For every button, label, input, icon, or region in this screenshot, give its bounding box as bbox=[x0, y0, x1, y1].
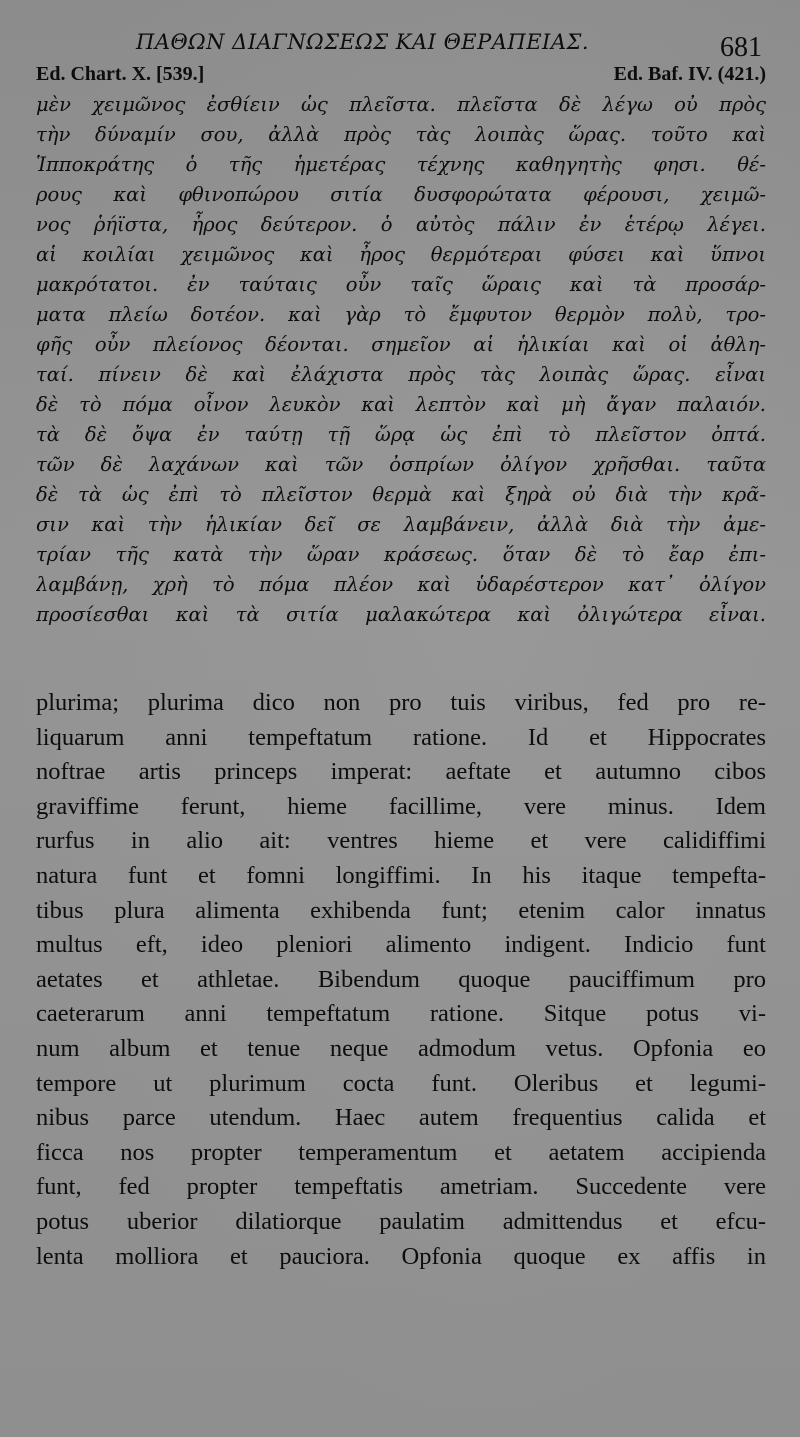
greek-line: δὲ τὰ ὡς ἐπὶ τὸ πλεῖστον θερμὰ καὶ ξηρὰ οὐ διὰ τὴν κρᾶ- bbox=[36, 483, 766, 506]
latin-line: noftrae artis princeps imperat: aeftate et autumno cibos bbox=[36, 758, 766, 786]
greek-line: προσίεσθαι καὶ τὰ σιτία μαλακώτερα καὶ ὀλιγώτερα εἶναι. bbox=[36, 603, 766, 626]
greek-line: μακρότατοι. ἐν ταύταις οὖν ταῖς ὥραις καὶ τὰ προσάρ- bbox=[36, 273, 766, 296]
page-number: 681 bbox=[720, 32, 762, 63]
latin-line: ficca nos propter temperamentum et aetatem accipienda bbox=[36, 1138, 766, 1166]
greek-line: τὰ δὲ ὄψα ἐν ταύτῃ τῇ ὥρᾳ ὡς ἐπὶ τὸ πλεῖστον ὀπτά. bbox=[36, 423, 766, 446]
greek-line: τρίαν τῆς κατὰ τὴν ὥραν κράσεως. ὅταν δὲ τὸ ἔαρ ἐπι- bbox=[36, 543, 766, 566]
greek-line: ρους καὶ φθινοπώρου σιτία δυσφορώτατα φέρουσι, χειμῶ- bbox=[36, 183, 766, 206]
edition-reference-line bbox=[36, 60, 766, 88]
latin-line: num album et tenue neque admodum vetus. Opfonia eo bbox=[36, 1034, 766, 1062]
greek-line: λαμβάνῃ, χρὴ τὸ πόμα πλέον καὶ ὑδαρέστερον κατ᾽ ὀλίγον bbox=[36, 573, 766, 596]
latin-line: nibus parce utendum. Haec autem frequentius calida et bbox=[36, 1104, 766, 1132]
greek-line: τῶν δὲ λαχάνων καὶ τῶν ὀσπρίων ὀλίγον χρῆσθαι. ταῦτα bbox=[36, 453, 766, 476]
running-title: ΠΑΘΩΝ ΔΙΑΓΝΩΣΕΩΣ ΚΑΙ ΘΕΡΑΠΕΙΑΣ. bbox=[136, 30, 590, 54]
latin-line: caeterarum anni tempeftatum ratione. Sitque potus vi- bbox=[36, 1000, 766, 1028]
greek-line: ταί. πίνειν δὲ καὶ ἐλάχιστα πρὸς τὰς λοιπὰς ὥρας. εἶναι bbox=[36, 363, 766, 386]
latin-line: funt, fed propter tempeftatis ametriam. Succedente vere bbox=[36, 1173, 766, 1201]
latin-line: lenta molliora et pauciora. Opfonia quoque ex affis in bbox=[36, 1242, 766, 1270]
greek-line: αἱ κοιλίαι χειμῶνος καὶ ἦρος θερμότεραι φύσει καὶ ὕπνοι bbox=[36, 243, 766, 266]
greek-line: δὲ τὸ πόμα οἶνον λευκὸν καὶ λεπτὸν καὶ μὴ ἄγαν παλαιόν. bbox=[36, 393, 766, 416]
latin-line: liquarum anni tempeftatum ratione. Id et Hippocrates bbox=[36, 723, 766, 751]
latin-line: graviffime ferunt, hieme facillime, vere minus. Idem bbox=[36, 792, 766, 820]
greek-line: φῆς οὖν πλείονος δέονται. σημεῖον αἱ ἡλικίαι καὶ οἱ ἀθλη- bbox=[36, 333, 766, 356]
latin-line: multus eft, ideo pleniori alimento indigent. Indicio funt bbox=[36, 931, 766, 959]
greek-text-block bbox=[36, 90, 766, 630]
greek-line: μὲν χειμῶνος ἐσθίειν ὡς πλεῖστα. πλεῖστα δὲ λέγω οὐ πρὸς bbox=[36, 93, 766, 116]
show-through-band bbox=[36, 644, 766, 686]
latin-line: rurfus in alio ait: ventres hieme et vere calidiffimi bbox=[36, 827, 766, 855]
greek-line: ματα πλείω δοτέον. καὶ γὰρ τὸ ἔμφυτον θερμὸν πολὺ, τρο- bbox=[36, 303, 766, 326]
latin-line: aetates et athletae. Bibendum quoque pauciffimum pro bbox=[36, 965, 766, 993]
latin-line: natura funt et fomni longiffimi. In his itaque tempefta- bbox=[36, 861, 766, 889]
latin-line: plurima; plurima dico non pro tuis viribus, fed pro re- bbox=[36, 689, 766, 716]
latin-line: tempore ut plurimum cocta funt. Oleribus et legumi- bbox=[36, 1069, 766, 1097]
greek-line: Ἱπποκράτης ὁ τῆς ἡμετέρας τέχνης καθηγητὴς φησι. θέ- bbox=[36, 153, 766, 176]
edition-left: Ed. Chart. X. [539.] bbox=[36, 63, 205, 85]
latin-text-block bbox=[36, 686, 766, 1274]
greek-line: τὴν δύναμίν σου, ἀλλὰ πρὸς τὰς λοιπὰς ὥρας. τοῦτο καὶ bbox=[36, 123, 766, 146]
running-head bbox=[36, 0, 766, 63]
edition-right: Ed. Baf. IV. (421.) bbox=[613, 63, 766, 85]
greek-line: νος ῥήϊστα, ἦρος δεύτερον. ὁ αὐτὸς πάλιν ἐν ἑτέρῳ λέγει. bbox=[36, 213, 766, 236]
latin-line: tibus plura alimenta exhibenda funt; etenim calor innatus bbox=[36, 896, 766, 924]
greek-line: σιν καὶ τὴν ἡλικίαν δεῖ σε λαμβάνειν, ἀλλὰ διὰ τὴν ἀμε- bbox=[36, 513, 766, 536]
latin-line: potus uberior dilatiorque paulatim admittendus et efcu- bbox=[36, 1207, 766, 1235]
